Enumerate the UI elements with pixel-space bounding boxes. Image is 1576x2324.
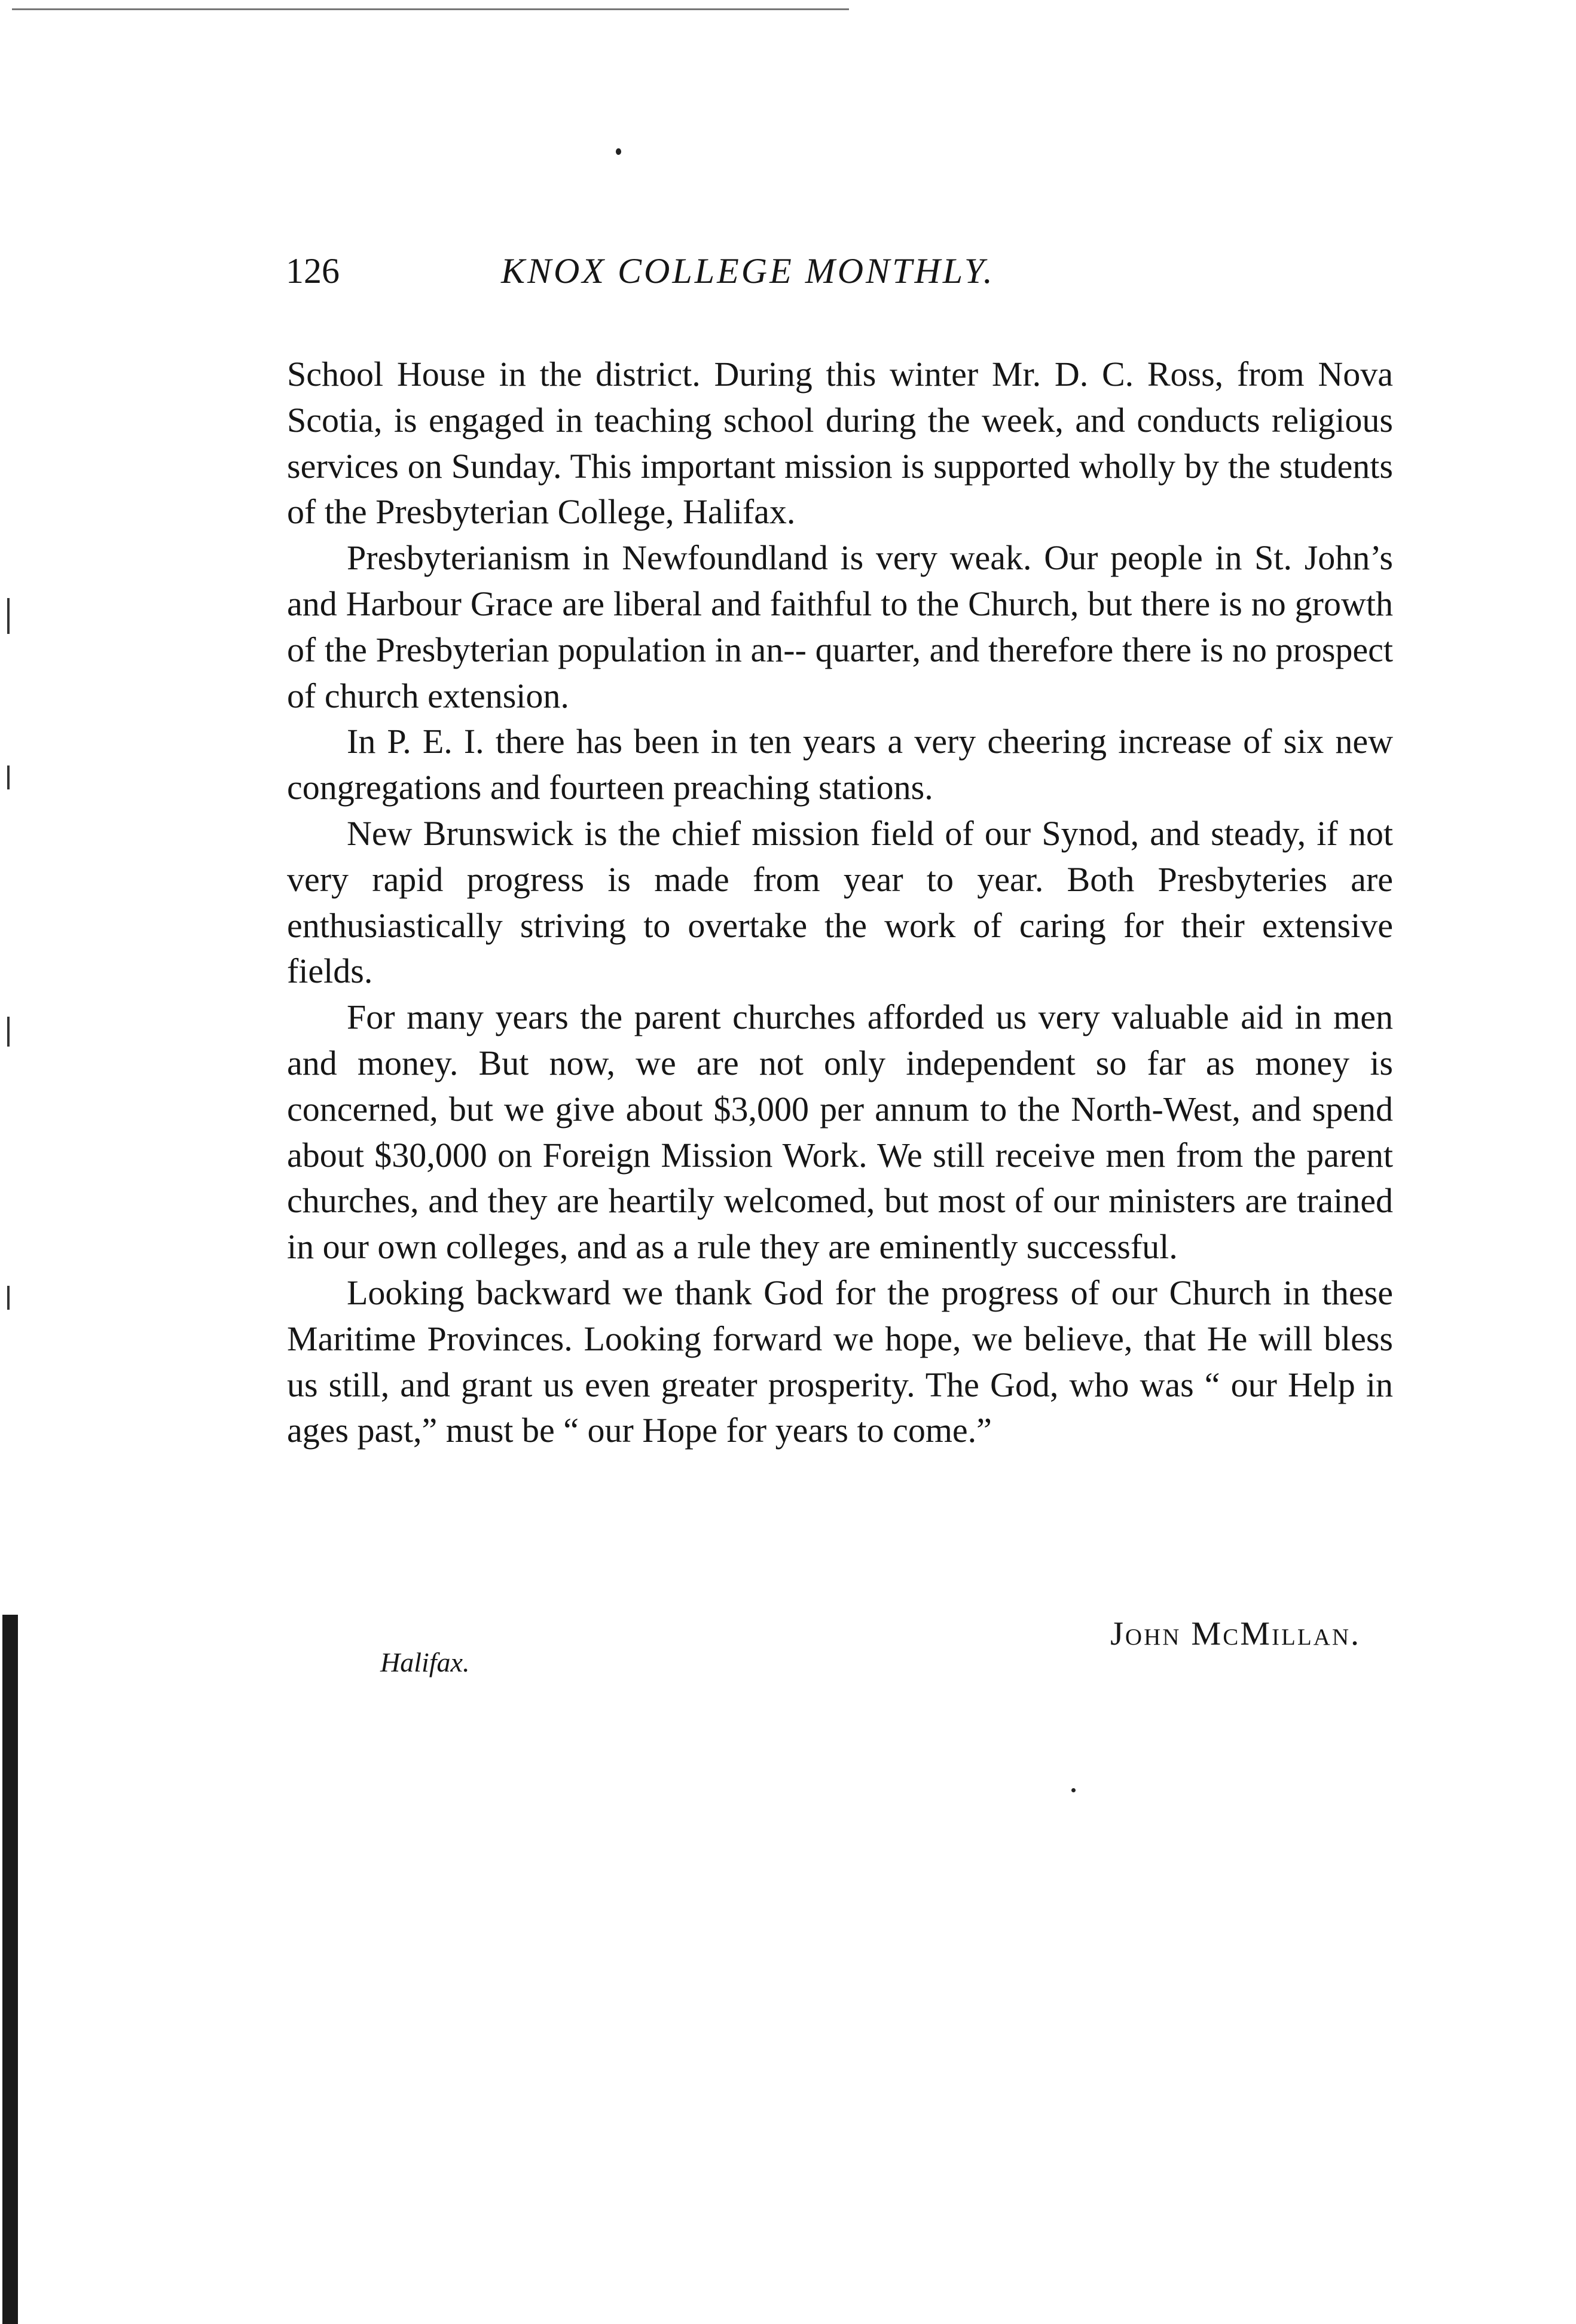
binding-mark bbox=[7, 1286, 10, 1310]
paragraph: For many years the parent churches afforded us very valuable aid in men and money. But now, we are not only independent so far as money is concerned, but we give about $3,000 per annum to the North-West, and spend about $30,000 on Foreign Mission Work. We still receive men from the parent churches, and they are heartily welcomed, but most of our ministers are trained in our own colleges, and as a rule they are eminently successful. bbox=[287, 998, 1393, 1267]
binding-mark bbox=[7, 598, 10, 634]
running-title: KNOX COLLEGE MONTHLY. bbox=[501, 251, 995, 291]
page-number: 126 bbox=[286, 251, 340, 291]
paragraph: In P. E. I. there has been in ten years a very cheering increase of six new congregations and fourteen preaching stations. bbox=[287, 722, 1393, 807]
paragraph: Presbyterianism in Newfoundland is very weak. Our people in St. John’s and Harbour Grace are liberal and faithful to the Church, but there is no growth of the Presbyterian population in an‑‑ quarter, and therefore there is no prospect of church extension. bbox=[287, 538, 1393, 715]
ink-speck bbox=[1071, 1788, 1076, 1792]
binding-mark bbox=[7, 765, 10, 789]
author-signature: John McMillan. bbox=[1110, 1615, 1361, 1652]
paragraph: Looking backward we thank God for the progress of our Church in these Maritime Provinces. Looking forward we hope, we believe, that He will bless us still, and grant us even greater prosperity. The God, who was “ our Help in ages past,” must be “ our Hope for years to come.” bbox=[287, 1273, 1393, 1450]
place-name: Halifax. bbox=[380, 1647, 470, 1678]
paragraph: New Brunswick is the chief mission field of our Synod, and steady, if not very rapid progress is made from year to year. Both Presbyteries are enthusiastically striving to overtake the work of caring for their extensive fields. bbox=[287, 813, 1393, 991]
ink-speck bbox=[616, 148, 621, 155]
binding-mark bbox=[7, 1017, 10, 1047]
page-top-rule bbox=[12, 8, 849, 10]
article-body bbox=[287, 352, 1393, 1454]
page-header bbox=[286, 244, 1398, 298]
paragraph: School House in the district. During this winter Mr. D. C. Ross, from Nova Scotia, is engaged in teaching school during the week, and conducts religious services on Sunday. This important mission is supported wholly by the students of the Presbyterian College, Halifax. bbox=[287, 355, 1393, 532]
binding-shadow bbox=[2, 1615, 18, 2324]
